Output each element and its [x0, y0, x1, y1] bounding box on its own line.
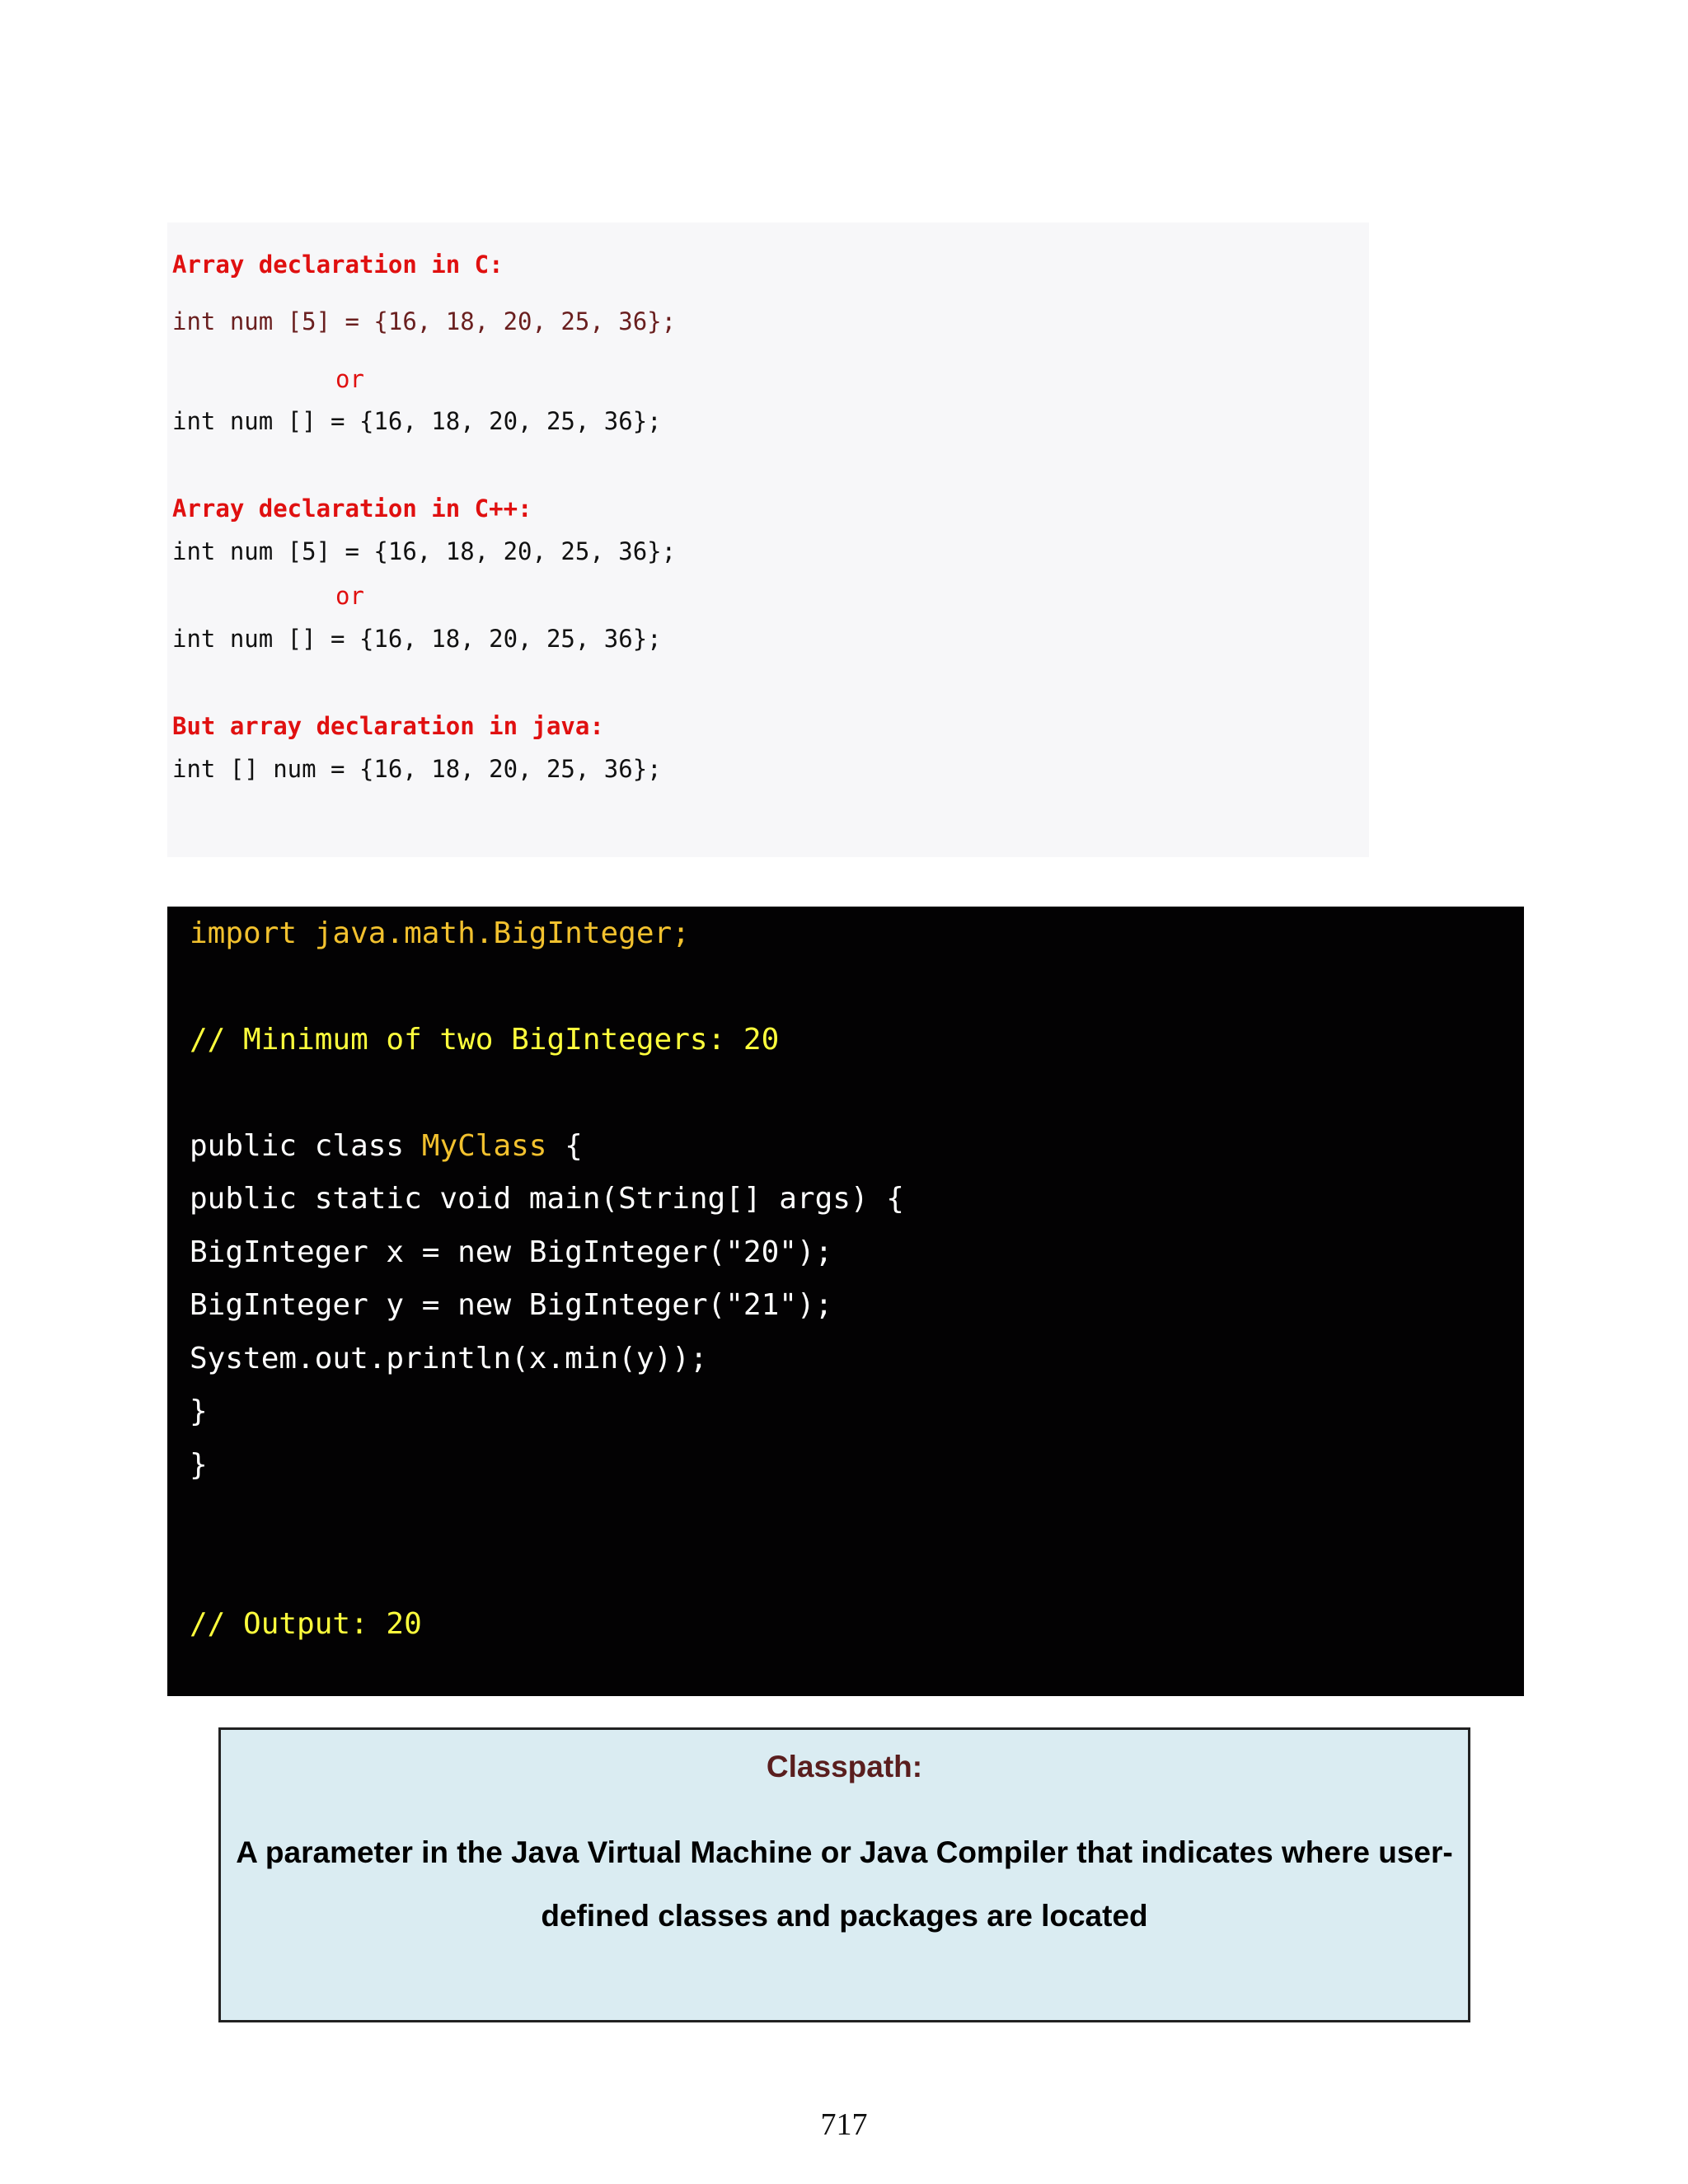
class-declaration [190, 1129, 583, 1163]
c-line-1: int num [5] = {16, 18, 20, 25, 36}; [172, 307, 677, 335]
cpp-line-2: int num [] = {16, 18, 20, 25, 36}; [172, 625, 662, 653]
import-line: import java.math.BigInteger; [190, 916, 690, 950]
print-line: System.out.println(x.min(y)); [190, 1342, 708, 1376]
c-line-2: int num [] = {16, 18, 20, 25, 36}; [172, 407, 662, 435]
classpath-title: Classpath: [766, 1750, 923, 1783]
array-declaration-panel [167, 223, 1369, 857]
main-method-line: public static void main(String[] args) { [190, 1182, 904, 1216]
java-line: int [] num = {16, 18, 20, 25, 36}; [172, 755, 662, 783]
comment-minimum: // Minimum of two BigIntegers: 20 [190, 1023, 780, 1057]
c-heading: Array declaration in C: [172, 251, 504, 279]
java-code-panel [167, 907, 1524, 1696]
cpp-heading: Array declaration in C++: [172, 494, 532, 523]
class-keyword: public class [190, 1129, 422, 1163]
close-brace-1: } [190, 1394, 208, 1428]
java-heading: But array declaration in java: [172, 712, 604, 740]
page-number: 717 [820, 2107, 868, 2142]
class-brace: { [546, 1129, 583, 1163]
cpp-or: or [335, 582, 364, 610]
c-or: or [335, 365, 364, 393]
cpp-line-1: int num [5] = {16, 18, 20, 25, 36}; [172, 537, 677, 565]
classpath-definition-box [218, 1727, 1470, 2022]
x-declaration-line: BigInteger x = new BigInteger("20"); [190, 1235, 833, 1269]
output-comment: // Output: 20 [190, 1607, 422, 1641]
class-name: MyClass [421, 1129, 547, 1163]
y-declaration-line: BigInteger y = new BigInteger("21"); [190, 1288, 833, 1322]
close-brace-2: } [190, 1448, 208, 1482]
classpath-body: A parameter in the Java Virtual Machine or Java Compiler that indicates where user-defined classes and packages are located [236, 1835, 1453, 1933]
